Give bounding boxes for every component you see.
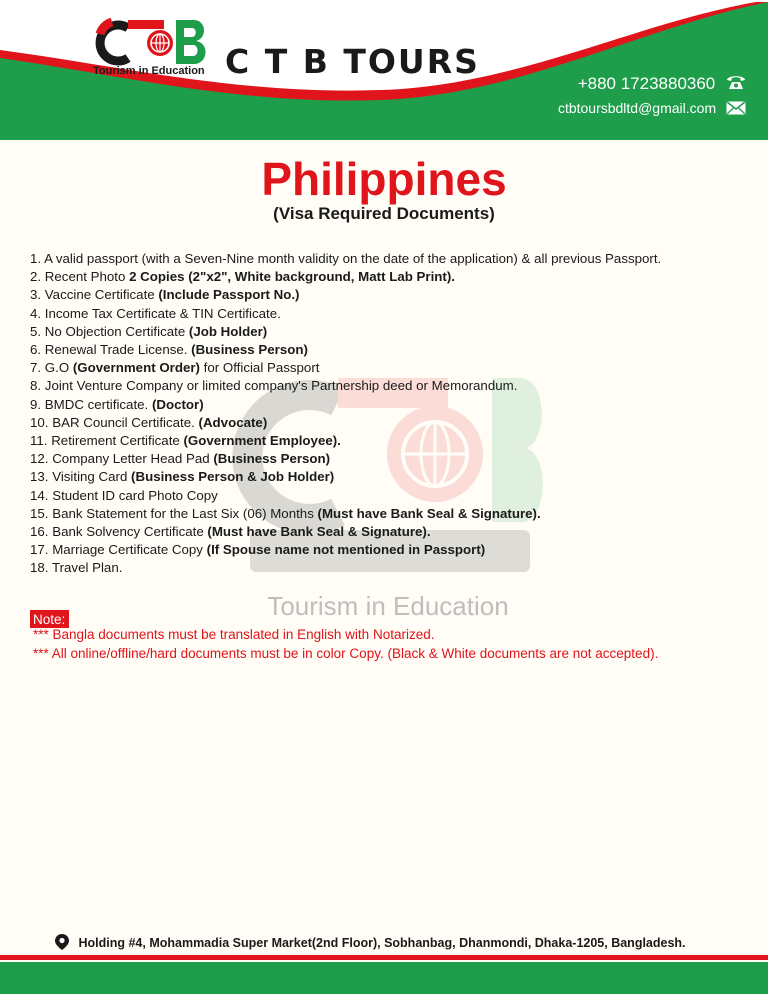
- requirement-number: 3.: [30, 287, 42, 303]
- requirement-item: [30, 250, 760, 268]
- note-line: *** All online/offline/hard documents must be in color Copy. (Black & White documents are not accepted).: [33, 646, 659, 661]
- brand-tagline: Tourism in Education: [93, 65, 205, 77]
- requirement-emphasis: 2 Copies (2"x2", White background, Matt Lab Print).: [129, 269, 455, 285]
- requirement-item: [30, 305, 760, 323]
- requirement-item: [30, 523, 760, 541]
- requirement-text: G.O: [44, 360, 73, 376]
- requirement-item: [30, 286, 760, 304]
- requirement-item: [30, 432, 760, 450]
- requirement-item: [30, 505, 760, 523]
- contact-phone: [426, 74, 746, 95]
- requirement-number: 13.: [30, 469, 49, 485]
- phone-icon: [726, 74, 746, 95]
- requirement-emphasis: (Advocate): [198, 414, 268, 430]
- phone-number: +880 1723880360: [577, 74, 716, 93]
- requirement-emphasis: (Doctor): [151, 396, 204, 412]
- requirement-item: [30, 377, 760, 395]
- requirement-item: [30, 559, 760, 577]
- requirement-text: Vaccine Certificate: [44, 287, 159, 303]
- requirement-number: 5.: [30, 323, 42, 339]
- requirement-item: [30, 359, 760, 377]
- requirement-number: 11.: [30, 433, 48, 449]
- footer-address: [55, 934, 755, 953]
- requirement-item: [30, 450, 760, 468]
- ctb-logo: [90, 14, 215, 70]
- requirement-item: [30, 323, 760, 341]
- requirement-number: 10.: [30, 414, 49, 430]
- requirement-item: [30, 341, 760, 359]
- footer-green-bar: [0, 962, 768, 994]
- requirement-text: Bank Statement for the Last Six (06) Months: [52, 505, 318, 521]
- requirement-text: Bank Solvency Certificate: [52, 524, 208, 540]
- email-address: ctbtoursbdltd@gmail.com: [557, 100, 717, 116]
- envelope-icon: [726, 101, 746, 118]
- watermark-tagline: Tourism in Education: [267, 591, 509, 621]
- requirement-text: Renewal Trade License.: [44, 342, 192, 358]
- requirement-text: Retirement Certificate: [51, 433, 184, 449]
- requirement-number: 18.: [30, 560, 49, 576]
- requirement-text: BAR Council Certificate.: [52, 414, 199, 430]
- address-text: Holding #4, Mohammadia Super Market(2nd Floor), Sobhanbag, Dhanmondi, Dhaka-1205, Bangladesh.: [78, 935, 686, 950]
- required-documents-list: [30, 250, 760, 578]
- requirement-text: Travel Plan.: [51, 560, 123, 576]
- requirement-item: [30, 468, 760, 486]
- requirement-number: 1.: [30, 251, 42, 266]
- brand-name: C T B TOURS: [225, 42, 480, 81]
- requirement-emphasis: (Business Person): [191, 342, 308, 358]
- requirement-text: A valid passport (with a Seven-Nine month validity on the date of the application) & all previous Passport.: [44, 251, 662, 266]
- requirement-text: Recent Photo: [44, 269, 130, 285]
- requirement-number: 17.: [30, 542, 49, 558]
- requirement-emphasis: (Must have Bank Seal & Signature).: [317, 505, 541, 521]
- requirement-emphasis: (Include Passport No.): [158, 287, 300, 303]
- location-pin-icon: [55, 934, 69, 953]
- requirement-emphasis: (Job Holder): [188, 323, 268, 339]
- note-label: Note:: [30, 610, 69, 628]
- requirement-item: [30, 487, 760, 505]
- requirement-text: Student ID card Photo Copy: [52, 487, 218, 503]
- requirement-text: Income Tax Certificate & TIN Certificate.: [44, 305, 281, 321]
- requirement-emphasis: (Government Order): [72, 360, 200, 376]
- requirement-emphasis: (Must have Bank Seal & Signature).: [207, 524, 431, 540]
- requirement-item: [30, 396, 760, 414]
- requirement-text: Joint Venture Company or limited company's Partnership deed or Memorandum.: [44, 378, 518, 394]
- footer-red-stripe: [0, 955, 768, 960]
- requirement-number: 9.: [30, 396, 42, 412]
- requirement-text: Visiting Card: [52, 469, 132, 485]
- requirement-emphasis: (Business Person): [213, 451, 331, 467]
- requirement-emphasis: (Government Employee).: [183, 433, 341, 449]
- contact-email: [426, 100, 746, 118]
- requirement-number: 8.: [30, 378, 42, 394]
- requirement-number: 7.: [30, 360, 42, 376]
- requirement-text: Marriage Certificate Copy: [52, 542, 207, 558]
- requirement-number: 14.: [30, 487, 49, 503]
- requirement-text: No Objection Certificate: [44, 323, 189, 339]
- requirement-text: Company Letter Head Pad: [52, 451, 214, 467]
- page-subtitle: (Visa Required Documents): [273, 204, 495, 223]
- note-line: *** Bangla documents must be translated in English with Notarized.: [33, 627, 435, 642]
- requirement-number: 12.: [30, 451, 49, 467]
- requirement-number: 16.: [30, 524, 49, 540]
- requirement-number: 6.: [30, 342, 42, 358]
- page-title: Philippines: [261, 153, 507, 205]
- requirement-item: [30, 414, 760, 432]
- requirement-number: 15.: [30, 505, 49, 521]
- requirement-suffix: for Official Passport: [199, 360, 320, 376]
- requirement-emphasis: (If Spouse name not mentioned in Passport): [206, 542, 486, 558]
- requirement-number: 4.: [30, 305, 42, 321]
- requirement-item: [30, 541, 760, 559]
- requirement-number: 2.: [30, 269, 42, 285]
- requirement-emphasis: (Business Person & Job Holder): [131, 469, 335, 485]
- requirement-item: [30, 268, 760, 286]
- requirement-text: BMDC certificate.: [44, 396, 152, 412]
